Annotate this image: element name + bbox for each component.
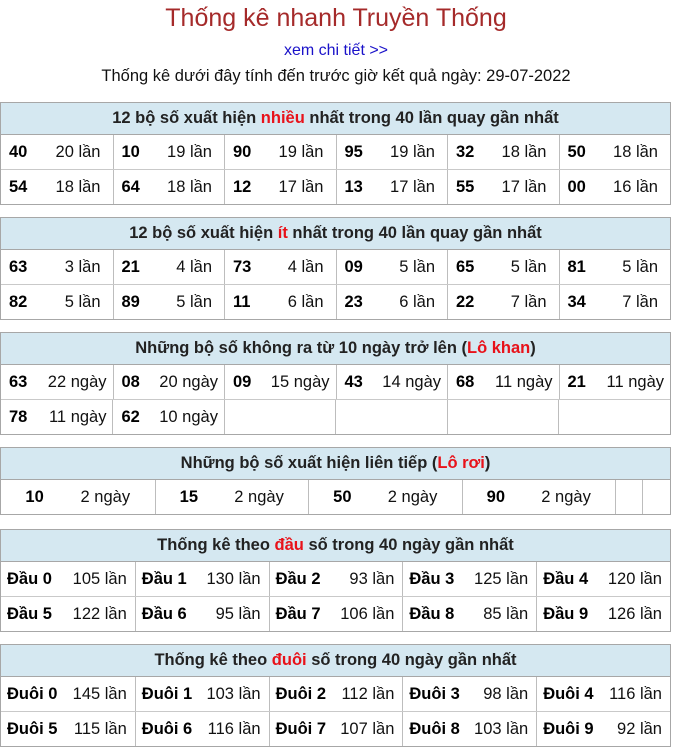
stat-cell: Đầu 3 125 lần (402, 562, 536, 596)
stat-cell: 63 22 ngày (9, 372, 107, 391)
stat-cell: 78 11 ngày (9, 407, 107, 426)
section-duoi-so (0, 644, 671, 747)
table-row (1, 284, 670, 319)
stat-cell: Đuôi 1 103 lần (135, 677, 269, 711)
section-least-frequent (0, 217, 671, 320)
section-dau-so (0, 529, 671, 632)
stat-cell: 54 18 lần (9, 177, 101, 196)
stat-cell: 10 19 lần (113, 135, 225, 169)
table-row (1, 677, 670, 711)
table-row (1, 596, 670, 631)
stat-cell: 21 11 ngày (559, 365, 671, 399)
stat-cell: 08 20 ngày (113, 365, 225, 399)
table-row (1, 711, 670, 746)
view-details-link[interactable]: xem chi tiết >> (283, 42, 389, 59)
stat-cell: 09 5 lần (336, 250, 448, 284)
stat-cell: 40 20 lần (9, 142, 101, 161)
stat-cell: 68 11 ngày (447, 365, 559, 399)
stat-cell: 21 4 lần (113, 250, 225, 284)
stat-cell: 90 19 lần (224, 135, 336, 169)
stat-cell: 34 7 lần (559, 285, 671, 319)
empty-cell (335, 400, 447, 434)
empty-cell (558, 400, 670, 434)
table-row (1, 250, 670, 284)
stat-cell: Đuôi 7 107 lần (269, 712, 403, 746)
stat-cell: Đầu 1 130 lần (135, 562, 269, 596)
stat-cell: Đuôi 9 92 lần (536, 712, 670, 746)
section-header: Thống kê theo đầu số trong 40 ngày gần nhất (1, 530, 670, 562)
stat-cell: 55 17 lần (447, 170, 559, 204)
stat-cell: 95 19 lần (336, 135, 448, 169)
empty-cell (447, 400, 559, 434)
stat-cell: 50 2 ngày (308, 480, 462, 514)
section-header: 12 bộ số xuất hiện nhiều nhất trong 40 lần quay gần nhất (1, 103, 670, 135)
stat-cell: 73 4 lần (224, 250, 336, 284)
stat-cell: 15 2 ngày (155, 480, 309, 514)
stat-cell: Đuôi 3 98 lần (402, 677, 536, 711)
table-row (1, 135, 670, 169)
section-most-frequent (0, 102, 671, 205)
stat-cell: 90 2 ngày (462, 480, 616, 514)
table-row (1, 169, 670, 204)
page-title: Thống kê nhanh Truyền Thống (165, 4, 507, 32)
stat-cell: Đầu 4 120 lần (536, 562, 670, 596)
stat-cell: 22 7 lần (447, 285, 559, 319)
stat-cell: 11 6 lần (224, 285, 336, 319)
stat-cell: Đuôi 6 116 lần (135, 712, 269, 746)
section-header: Những bộ số xuất hiện liên tiếp (Lô rơi) (1, 448, 670, 480)
stat-cell: Đầu 9 126 lần (536, 597, 670, 631)
stat-cell: Đuôi 2 112 lần (269, 677, 403, 711)
stat-cell: Đầu 0 105 lần (7, 569, 127, 588)
stat-cell: 82 5 lần (9, 292, 101, 311)
stat-cell: 10 2 ngày (25, 487, 131, 506)
stat-cell: Đuôi 4 116 lần (536, 677, 670, 711)
table-row (1, 562, 670, 596)
section-lo-roi (0, 447, 671, 515)
section-header: 12 bộ số xuất hiện ít nhất trong 40 lần quay gần nhất (1, 218, 670, 250)
section-header: Những bộ số không ra từ 10 ngày trở lên (Lô khan) (1, 333, 670, 365)
stat-cell: Đuôi 8 103 lần (402, 712, 536, 746)
page-subtitle: Thống kê dưới đây tính đến trước giờ kết quả ngày: 29-07-2022 (101, 67, 571, 85)
stat-cell: Đuôi 0 145 lần (7, 684, 127, 703)
empty-cell (642, 480, 669, 514)
stat-cell: Đầu 6 95 lần (135, 597, 269, 631)
stat-cell: 65 5 lần (447, 250, 559, 284)
stat-cell: 64 18 lần (113, 170, 225, 204)
table-row (1, 365, 670, 399)
stat-cell: Đầu 8 85 lần (402, 597, 536, 631)
stat-cell: Đuôi 5 115 lần (7, 719, 127, 738)
stat-cell: 89 5 lần (113, 285, 225, 319)
stat-cell: Đầu 2 93 lần (269, 562, 403, 596)
section-header: Thống kê theo đuôi số trong 40 ngày gần nhất (1, 645, 670, 677)
section-lo-khan (0, 332, 671, 435)
stat-cell: 32 18 lần (447, 135, 559, 169)
stat-cell: 43 14 ngày (336, 365, 448, 399)
stat-cell: 23 6 lần (336, 285, 448, 319)
stat-cell: 12 17 lần (224, 170, 336, 204)
stat-cell: Đầu 7 106 lần (269, 597, 403, 631)
stat-cell: 63 3 lần (9, 257, 101, 276)
empty-cell (615, 480, 642, 514)
stat-cell: Đầu 5 122 lần (7, 604, 127, 623)
table-row (1, 399, 670, 434)
stat-cell: 13 17 lần (336, 170, 448, 204)
empty-cell (224, 400, 336, 434)
stat-cell: 09 15 ngày (224, 365, 336, 399)
table-row (1, 480, 670, 514)
stat-cell: 62 10 ngày (112, 400, 223, 434)
stat-cell: 00 16 lần (559, 170, 671, 204)
stat-cell: 50 18 lần (559, 135, 671, 169)
stat-cell: 81 5 lần (559, 250, 671, 284)
